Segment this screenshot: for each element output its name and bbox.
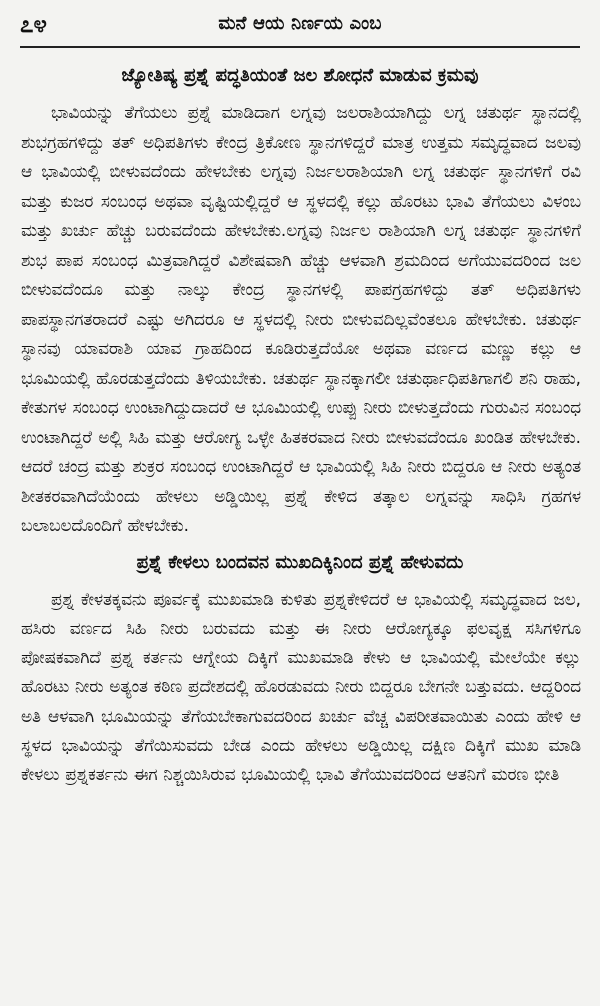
page-number: ೭೪ (20, 10, 47, 38)
section-heading-1: ಜ್ಯೋತಿಷ್ಯ ಪ್ರಶ್ನೆ ಪದ್ಧತಿಯಂತೆ ಜಲ ಶೋಧನೆ ಮಾಡುವ ಕ್ರಮವು (121, 65, 479, 86)
margin-mark (8, 720, 10, 738)
body-paragraph-1: ಭಾವಿಯನ್ನು ತೆಗೆಯಲು ಪ್ರಶ್ನೆ ಮಾಡಿದಾಗ ಲಗ್ನವು ಜಲರಾಶಿಯಾಗಿದ್ದು ಲಗ್ನ ಚತುರ್ಥ ಸ್ಥಾನದಲ್ಲಿ ಶುಭಗ್ರಹಗಳಿದ್ದು ತತ್ ಅಧಿಪತಿಗಳು ಕೇಂದ್ರ ತ್ರಿಕೋಣ ಸ್ಥಾನಗಳಿದ್ದರೆ ಮಾತ್ರ ಉತ್ತಮ ಸಮೃದ್ಧವಾದ ಜಲವು ಆ ಭಾವಿಯಲ್ಲಿ ಬೀಳುವದೆಂದು ಹೇಳಬೇಕು ಲಗ್ನವು ನಿರ್ಜಲರಾಶಿಯಾಗಿ ಲಗ್ನ ಚತುರ್ಥ ಸ್ಥಾನಗಳಿಗೆ ರವಿ ಮತ್ತು ಕುಜರ ಸಂಬಂಧ ಅಥವಾ ವೃಷ್ಟಿಯಲ್ಲಿದ್ದರೆ ಆ ಸ್ಥಳದಲ್ಲಿ ಕಲ್ಲು ಹೊರಟು ಭಾವಿ ತೆಗೆಯಲು ವಿಳಂಬ ಮತ್ತು ಖರ್ಚು ಹೆಚ್ಚು ಬರುವದೆಂದು ಹೇಳಬೇಕು.ಲಗ್ನವು ನಿರ್ಜಲ ರಾಶಿಯಾಗಿ ಲಗ್ನ ಚತುರ್ಥ ಸ್ಥಾನಗಳಿಗೆ ಶುಭ ಪಾಪ ಸಂಬಂಧ ಮಿತ್ರವಾಗಿದ್ದರೆ ವಿಶೇಷವಾಗಿ ಹೆಚ್ಚು ಆಳವಾಗಿ ಶ್ರಮದಿಂದ ಅಗೆಯುವದರಿಂದ ಜಲ ಬೀಳುವದೆಂದೂ ಮತ್ತು ನಾಲ್ಕು ಕೇಂದ್ರ ಸ್ಥಾನಗಳಲ್ಲಿ ಪಾಪಗ್ರಹಗಳಿದ್ದು ತತ್ ಅಧಿಪತಿಗಳು ಪಾಪಸ್ಥಾನಗತರಾದರೆ ಎಷ್ಟು ಅಗಿದರೂ ಆ ಸ್ಥಳದಲ್ಲಿ ನೀರು ಬೀಳುವದಿಲ್ಲವೆಂತಲೂ ಹೇಳಬೇಕು. ಚತುರ್ಥ ಸ್ಥಾನವು ಯಾವರಾಶಿ ಯಾವ ಗ್ರಾಹದಿಂದ ಕೂಡಿರುತ್ತದೆಯೋ ಅಥವಾ ವರ್ಣದ ಮಣ್ಣು ಕಲ್ಲು ಆ ಭೂಮಿಯಲ್ಲಿ ಹೊರಡುತ್ತದೆಂದು ತಿಳಿಯಬೇಕು. ಚತುರ್ಥ ಸ್ಥಾನಕ್ಕಾಗಲೀ ಚತುರ್ಥಾಧಿಪತಿಗಾಗಲಿ ಶನಿ ರಾಹು, ಕೇತುಗಳ ಸಂಬಂಧ ಉಂಟಾಗಿದ್ದುದಾದರೆ ಆ ಭೂಮಿಯಲ್ಲಿ ಉಪ್ಪು ನೀರು ಬೀಳುತ್ತದೆಂದು ಗುರುವಿನ ಸಂಬಂಧ ಉಂಟಾಗಿದ್ದರೆ ಅಲ್ಲಿ ಸಿಹಿ ಮತ್ತು ಆರೋಗ್ಯ ಒಳ್ಳೇ ಹಿತಕರವಾದ ನೀರು ಬೀಳುವದೆಂದೂ ಖಂಡಿತ ಹೇಳಬೇಕು. ಆದರೆ ಚಂದ್ರ ಮತ್ತು ಶುಕ್ರರ ಸಂಬಂಧ ಉಂಟಾಗಿದ್ದರೆ ಆ ಭಾವಿಯಲ್ಲಿ ಸಿಹಿ ನೀರು ಬಿದ್ದರೂ ಆ ನೀರು ಅತ್ಯಂತ ಶೀತಕರವಾಗಿದೆಯೆಂದು ಹೇಳಲು ಅಡ್ಡಿಯಿಲ್ಲ ಪ್ರಶ್ನೆ ಕೇಳಿದ ತತ್ಕಾಲ ಲಗ್ನವನ್ನು ಸಾಧಿಸಿ ಗ್ರಹಗಳ ಬಲಾಬಲದೊಂದಿಗೆ ಹೇಳಬೇಕು. (21, 102, 581, 535)
page-header (20, 10, 580, 48)
running-title: ಮನೆ ಆಯ ನಿರ್ಣಯ ಎಂಬ (218, 13, 382, 34)
body-paragraph-2: ಪ್ರಶ್ನ ಕೇಳತಕ್ಕವನು ಪೂರ್ವಕ್ಕೆ ಮುಖಮಾಡಿ ಕುಳಿತು ಪ್ರಶ್ನಕೇಳಿದರೆ ಆ ಭಾವಿಯಲ್ಲಿ ಸಮೃದ್ಧವಾದ ಜಲ, ಹಸಿರು ವರ್ಣದ ಸಿಹಿ ನೀರು ಬರುವದು ಮತ್ತು ಈ ನೀರು ಆರೋಗ್ಯಕ್ಕೂ ಫಲವೃಕ್ಷ ಸಸಿಗಳಿಗೂ ಪೋಷಕವಾಗಿದೆ ಪ್ರಶ್ನ ಕರ್ತನು ಆಗ್ನೇಯ ದಿಕ್ಕಿಗೆ ಮುಖಮಾಡಿ ಕೇಳು ಆ ಭಾವಿಯಲ್ಲಿ ಮೇಲೆಯೇ ಕಲ್ಲು ಹೊರಟು ನೀರು ಅತ್ಯಂತ ಕಠಿಣ ಪ್ರದೇಶದಲ್ಲಿ ಹೊರಡುವದು ನೀರು ಬಿದ್ದರೂ ಬೇಗನೇ ಬತ್ತುವದು. ಆದ್ದರಿಂದ ಅತಿ ಆಳವಾಗಿ ಭೂಮಿಯನ್ನು ತೆಗೆಯಬೇಕಾಗುವದರಿಂದ ಖರ್ಚು ವೆಚ್ಚ ವಿಪರೀತವಾಯಿತು ಎಂದು ಹೇಳಿ ಆ ಸ್ಥಳದ ಭಾವಿಯನ್ನು ತೆಗೆಯಿಸುವದು ಬೇಡ ಎಂದು ಹೇಳಲು ಅಡ್ಡಿಯಿಲ್ಲ ದಕ್ಷಿಣ ದಿಕ್ಕಿಗೆ ಮುಖ ಮಾಡಿ ಕೇಳಲು ಪ್ರಶ್ನಕರ್ತನು ಈಗ ನಿಶ್ಚಯಿಸಿರುವ ಭೂಮಿಯಲ್ಲಿ ಭಾವಿ ತೆಗೆಯುವದರಿಂದ ಆತನಿಗೆ ಮರಣ ಭೀತಿ (21, 588, 581, 785)
section-heading-2: ಪ್ರಶ್ನೆ ಕೇಳಲು ಬಂದವನ ಮುಖದಿಕ್ಕಿನಿಂದ ಪ್ರಶ್ನೆ ಹೇಳುವದು (136, 551, 464, 573)
